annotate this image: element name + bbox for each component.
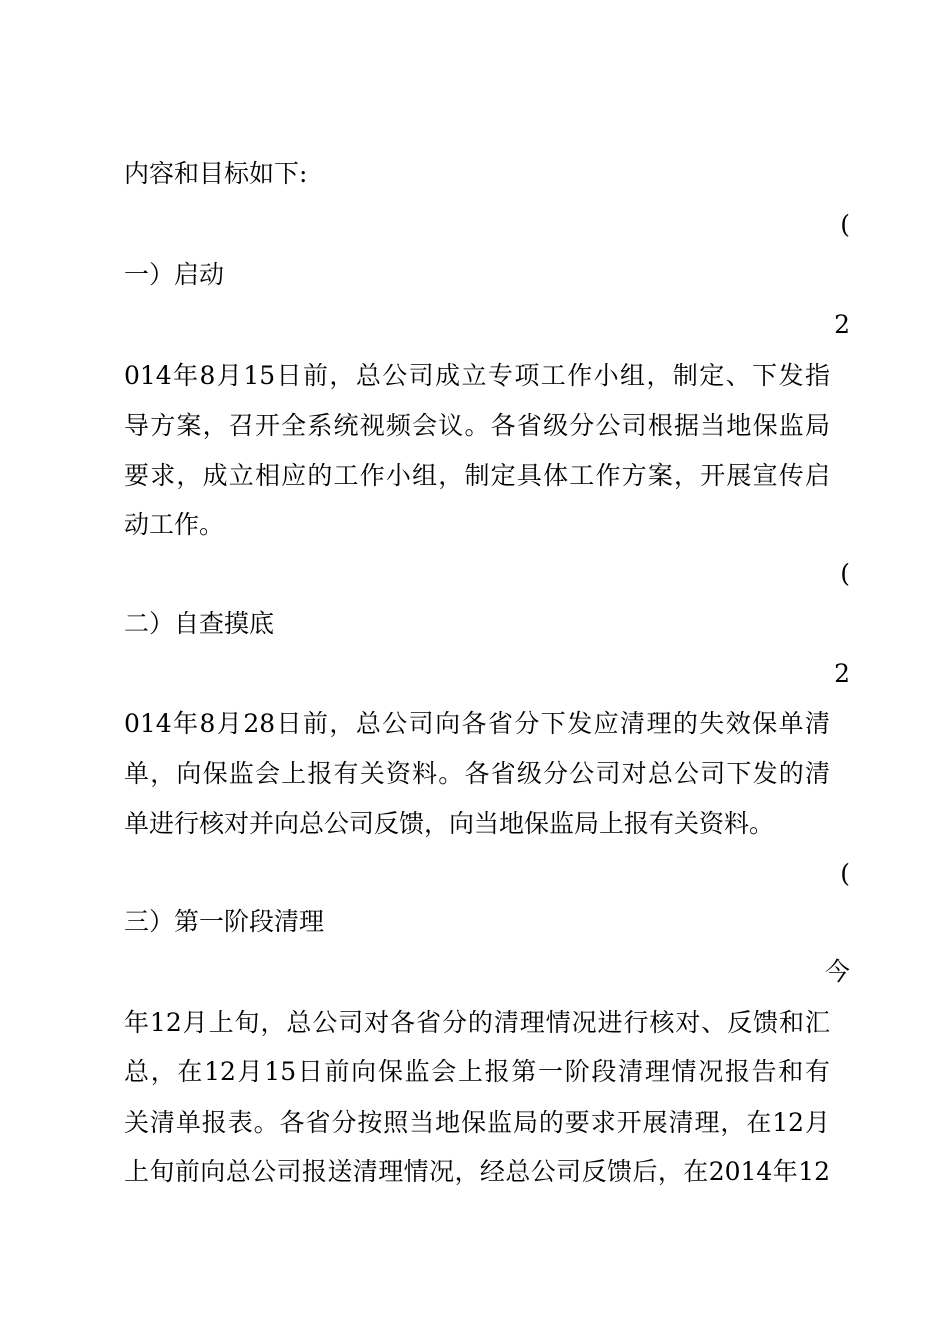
section-2-line-2: 单，向保监会上报有关资料。各省级分公司对总公司下发的清 [124,759,830,788]
section-1-lead: 2 [834,310,850,339]
section-2-lead: 2 [834,659,850,688]
section-1-line-1: 014年8月15日前，总公司成立专项工作小组，制定、下发指 [124,361,830,390]
section-2-paren: ( [840,559,850,588]
section-3-line-2: 总，在12月15日前向保监会上报第一阶段清理情况报告和有 [124,1057,830,1086]
section-2-heading: 二）自查摸底 [124,609,275,638]
section-3-heading: 三）第一阶段清理 [124,907,325,936]
section-1-line-2: 导方案，召开全系统视频会议。各省级分公司根据当地保监局 [124,411,830,440]
section-1-line-3: 要求，成立相应的工作小组，制定具体工作方案，开展宣传启 [124,461,830,490]
section-1-paren: ( [840,210,850,239]
section-3-line-4: 上旬前向总公司报送清理情况，经总公司反馈后，在2014年12 [124,1157,830,1186]
section-3-lead: 今 [824,957,850,986]
section-3-line-1: 年12月上旬，总公司对各省分的清理情况进行核对、反馈和汇 [124,1008,830,1037]
section-3-paren: ( [840,859,850,888]
section-3-line-3: 关清单报表。各省分按照当地保监局的要求开展清理，在12月 [124,1108,830,1137]
section-1-heading: 一）启动 [124,260,225,289]
section-1-line-4: 动工作。 [124,510,225,539]
section-2-line-1: 014年8月28日前，总公司向各省分下发应清理的失效保单清 [124,709,830,738]
section-2-line-3: 单进行核对并向总公司反馈，向当地保监局上报有关资料。 [124,809,775,838]
intro-line: 内容和目标如下: [124,159,308,188]
